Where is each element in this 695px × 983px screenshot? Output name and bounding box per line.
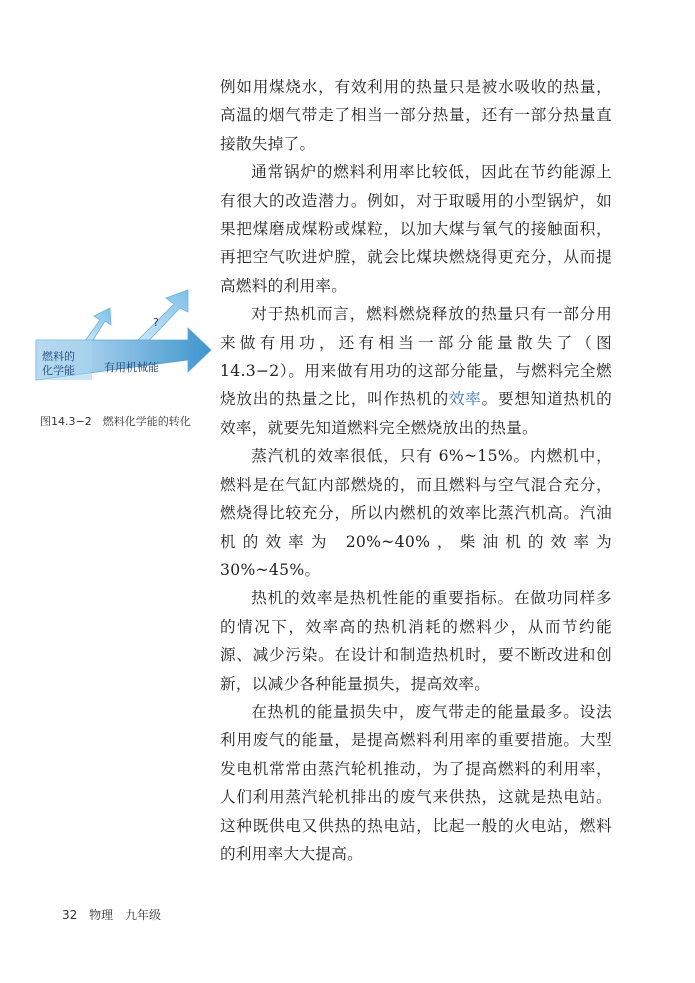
paragraph-3-after: 。要想知道热机的效率，就要先知道燃料完全燃烧放出的热量。 — [220, 390, 613, 437]
question-mark-label: ? — [153, 316, 159, 329]
chemical-energy-label: 燃料的 化学能 — [42, 350, 75, 377]
paragraph-4: 蒸汽机的效率很低，只有 6%~15%。内燃机中，燃料是在气缸内部燃烧的，而且燃料与空气混合充分，燃烧得比较充分，所以内燃机的效率比蒸汽机高。汽油机的效率为 20%~40%，柴油机的效率为 30%~45%。 — [220, 447, 612, 579]
paragraph-6: 在热机的能量损失中，废气带走的能量最多。设法利用废气的能量，是提高燃料利用率的重要措施。大型发电机常常由蒸汽轮机推动，为了提高燃料的利用率，人们利用蒸汽轮机排出的废气来供热，这就是热电站。这种既供电又供热的热电站，比起一般的火电站，燃料的利用率大大提高。 — [220, 702, 612, 863]
energy-arrows-graphic — [28, 288, 213, 403]
figure-caption: 图14.3−2 燃料化学能的转化 — [40, 415, 191, 428]
paragraph-2: 通常锅炉的燃料利用率比较低，因此在节约能源上有很大的改造潜力。例如，对于取暖用的小型锅炉，如果把煤磨成煤粉或煤粒，以加大煤与氧气的接触面积，再把空气吹进炉膛，就会比煤块燃烧得更充分，从而提高燃料的利用率。 — [220, 163, 612, 295]
page-number: 32 — [62, 908, 78, 922]
paragraph-5: 热机的效率是热机性能的重要指标。在做功同样多的情况下，效率高的热机消耗的燃料少，从而节约能源、减少污染。在设计和制造热机时，要不断改进和创新，以减少各种能量损失，提高效率。 — [220, 589, 612, 693]
mechanical-energy-label: 有用机械能 — [104, 361, 159, 374]
paragraph-3 — [220, 300, 612, 442]
term-efficiency: 效率 — [448, 390, 482, 409]
page-footer — [62, 906, 169, 923]
energy-conversion-figure — [28, 288, 213, 403]
paragraph-1: 例如用煤烧水，有效利用的热量只是被水吸收的热量，高温的烟气带走了相当一部分热量，还有一部分热量直接散失掉了。 — [220, 78, 612, 153]
body-text — [220, 73, 612, 868]
paragraph-3-before: 对于热机而言，燃料燃烧释放的热量只有一部分用来做有用功，还有相当一部分能量散失了（图 14.3−2）。用来做有用功的这部分能量，与燃料完全燃烧放出的热量之比，叫作热机的 — [220, 305, 612, 409]
footer-grade: 九年级 — [124, 908, 161, 922]
footer-subject: 物理 — [89, 908, 114, 922]
